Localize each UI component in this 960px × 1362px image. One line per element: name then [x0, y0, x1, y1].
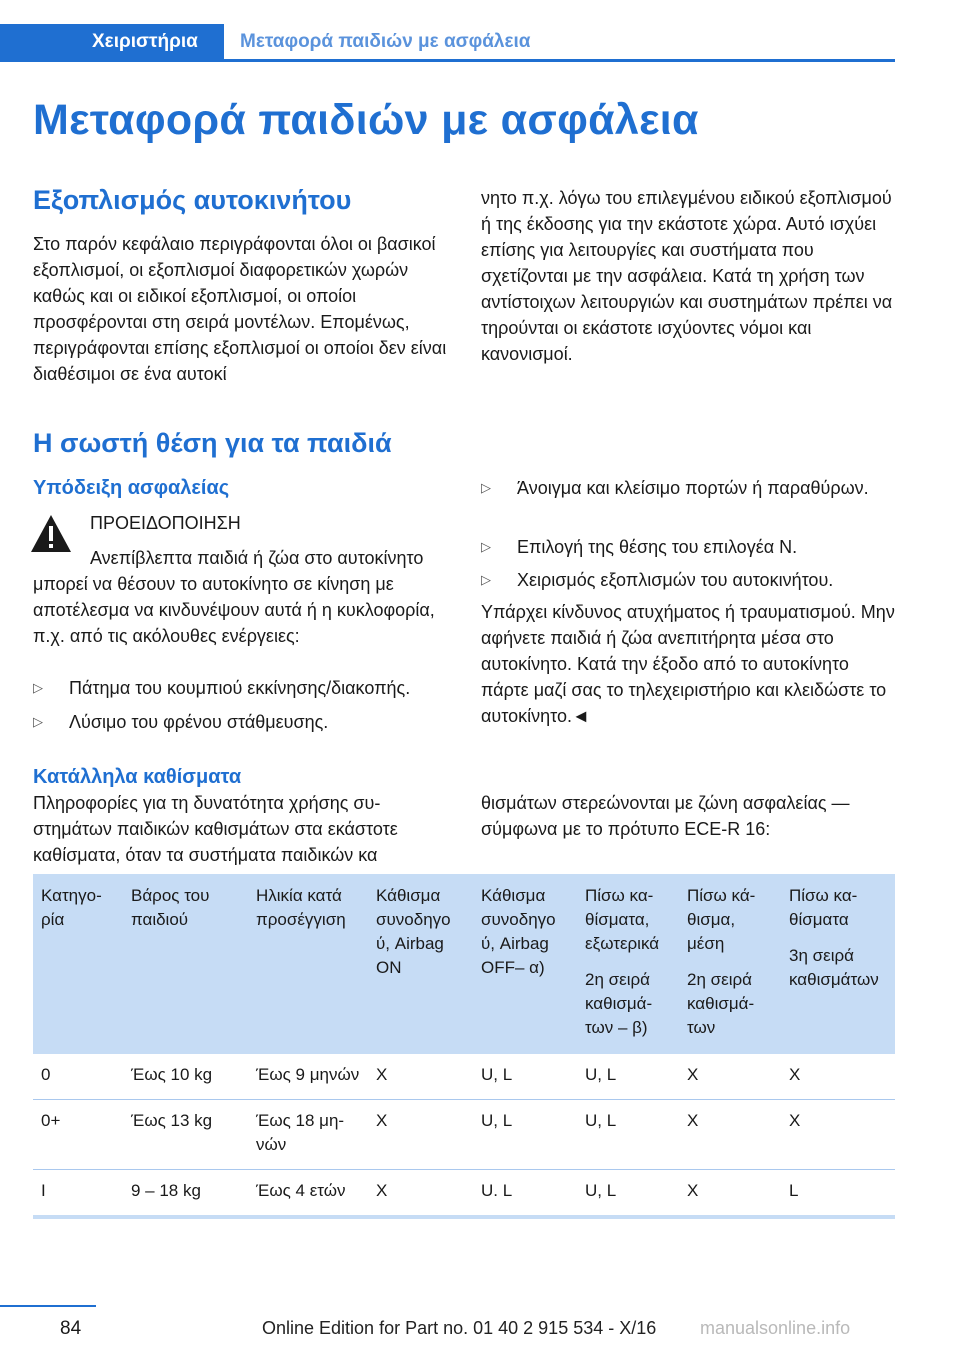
page-number: 84	[60, 1318, 82, 1339]
seats-text-right: θισμάτων στερεώνονται με ζώνη ασφαλείας — σύμφωνα με το πρότυπο ECE-R 16:	[481, 793, 850, 839]
table-cell: Έως 18 μηνών	[248, 1100, 368, 1170]
triangle-right-icon: ▷	[481, 539, 491, 554]
child-seat-table	[33, 874, 895, 1219]
table-cell: U, L	[473, 1054, 577, 1100]
equipment-text-left: Στο παρόν κεφάλαιο περιγράφονται όλοι οι βασικοί εξοπλισμοί, οι εξοπλισμοί διαφορετικών χωρών καθώς και οι ειδικοί εξοπλισμοί, οι οποίοι προσφέρονται στη σειρά μοντέλων. Επομένως, περιγράφονται επίσης εξοπλισμοί οι οποίοι δεν είναι διαθέσιμοι σε ένα αυτοκί	[33, 234, 447, 384]
table-cell: X	[368, 1100, 473, 1170]
watermark: manualsonline.info	[700, 1318, 851, 1338]
table-cell: 9 – 18 kg	[123, 1170, 248, 1218]
bullet-item: ▷ Άνοιγμα και κλείσιμο πορτών ή παραθύρων.	[481, 475, 895, 501]
table-cell: Έως 10 kg	[123, 1054, 248, 1100]
triangle-right-icon: ▷	[481, 480, 491, 495]
warning-text: Ανεπίβλεπτα παιδιά ή ζώα στο αυτοκίνητο μπορεί να θέσουν το αυτοκίνητο σε κίνηση με αποτέλεσμα να κινδυνέψουν αυτά ή η κυκλοφορία, π.χ. από τις ακόλουθες ενέργειες:	[33, 548, 435, 646]
table-header-cell: Ηλικία κατά προσέγγιση	[256, 886, 346, 929]
table-cell: Έως 4 ετών	[248, 1170, 368, 1218]
table-cell: X	[679, 1100, 781, 1170]
table-cell: X	[781, 1054, 895, 1100]
table-cell: Έως 13 kg	[123, 1100, 248, 1170]
table-cell: Έως 9 μηνών	[248, 1054, 368, 1100]
table-cell: U, L	[577, 1054, 679, 1100]
table-cell: X	[781, 1100, 895, 1170]
table-cell: X	[368, 1170, 473, 1218]
seats-text-left: Πληροφορίες για τη δυνατότητα χρήσης συστημάτων παιδικών καθισμάτων στα εκάστοτε καθίσματα, όταν τα συστήματα παιδικών κα	[33, 793, 398, 865]
table-cell: U, L	[473, 1100, 577, 1170]
bullet-item: ▷ Επιλογή της θέσης του επιλογέα N.	[481, 534, 895, 560]
table-row	[33, 1054, 895, 1100]
triangle-right-icon: ▷	[33, 714, 43, 729]
bullet-item: ▷ Χειρισμός εξοπλισμών του αυτοκινήτου.	[481, 567, 895, 593]
equipment-text-right: νητο π.χ. λόγω του επιλεγμένου ειδικού εξοπλισμού ή της έκδοσης για την εκάστοτε χώρα. Αυτό ισχύει επίσης για λειτουργίες και συστήματα που σχετίζονται με την ασφάλεια. Κατά τη χρήση των αντίστοιχων λειτουργιών και συστημάτων πρέπει να τηρούνται οι εκάστοτε ισχύοντες νόμοι και κανονισμοί.	[481, 188, 893, 364]
table-row	[33, 1170, 895, 1218]
page-title: Μεταφορά παιδιών με ασφάλεια	[33, 96, 699, 144]
table-cell: I	[33, 1170, 123, 1218]
table-header-cell: Κατηγορία	[41, 886, 102, 929]
warning-title: ΠΡΟΕΙΔΟΠΟΙΗΣΗ	[90, 513, 241, 533]
safety-closing-text: Υπάρχει κίνδυνος ατυχήματος ή τραυματισμού. Μην αφήνετε παιδιά ή ζώα ανεπιτήρητα μέσα στο αυτοκίνητο. Κατά την έξοδο από το αυτοκίνητο πάρτε μαζί σας το τηλεχειριστήριο και κλειδώστε το αυτοκίνητο.◄	[481, 602, 895, 726]
table-cell: U. L	[473, 1170, 577, 1218]
triangle-right-icon: ▷	[33, 680, 43, 695]
table-header-cell: Πίσω κάθισμα, μέση 2η σειρά καθισμάτων	[687, 886, 756, 1037]
heading-correct-position: Η σωστή θέση για τα παιδιά	[33, 428, 392, 458]
table-header-row	[33, 874, 895, 1054]
table-cell: 0	[33, 1054, 123, 1100]
edition-footer: Online Edition for Part no. 01 40 2 915 534 - X/16	[262, 1318, 657, 1338]
header-tab-bar	[0, 24, 895, 62]
table-header-cell: Κάθισμα συνοδηγο ύ, Airbag ON	[376, 886, 451, 977]
table-cell: 0+	[33, 1100, 123, 1170]
table-header-cell: Πίσω καθίσματα 3η σειρά καθισμάτων	[789, 886, 879, 989]
page-number-rule	[0, 1305, 96, 1307]
table-header-cell: Πίσω καθίσματα, εξωτερικά 2η σειρά καθισμάτων – β)	[585, 886, 660, 1037]
table-cell: U, L	[577, 1100, 679, 1170]
table-cell: U, L	[577, 1170, 679, 1218]
heading-vehicle-equipment: Εξοπλισμός αυτοκινήτου	[33, 185, 352, 215]
table-cell: X	[679, 1054, 781, 1100]
heading-suitable-seats: Κατάλληλα καθίσματα	[33, 766, 242, 788]
breadcrumb[interactable]: Μεταφορά παιδιών με ασφάλεια	[240, 31, 531, 52]
tab-controls[interactable]: Χειριστήρια	[0, 24, 224, 62]
subheading-safety-note: Υπόδειξη ασφαλείας	[33, 477, 230, 499]
triangle-right-icon: ▷	[481, 572, 491, 587]
table-cell: X	[368, 1054, 473, 1100]
bullet-item: ▷ Λύσιμο του φρένου στάθμευσης.	[33, 709, 453, 735]
table-header-cell: Βάρος του παιδιού	[131, 886, 210, 929]
table-cell: L	[781, 1170, 895, 1218]
table-row	[33, 1100, 895, 1170]
bullet-item: ▷ Πάτημα του κουμπιού εκκίνησης/διακοπής.	[33, 675, 453, 701]
table-cell: X	[679, 1170, 781, 1218]
table-header-cell: Κάθισμα συνοδηγο ύ, Airbag OFF– α)	[481, 886, 556, 977]
